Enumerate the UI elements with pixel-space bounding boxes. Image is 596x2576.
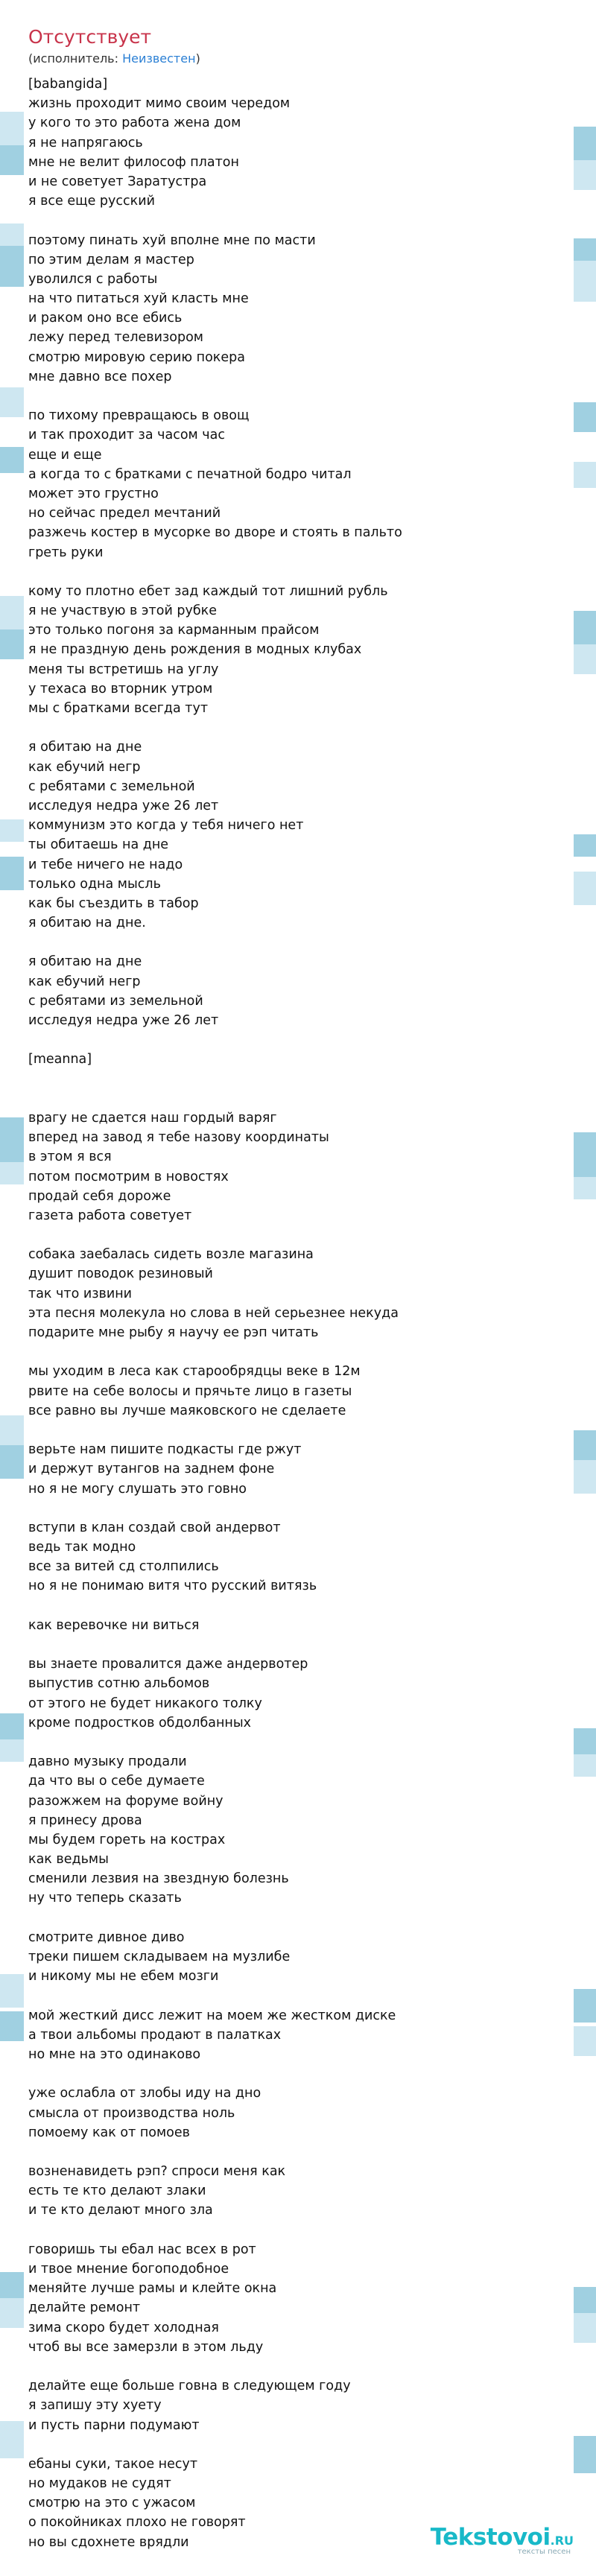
left-stripes — [0, 112, 24, 2458]
stripe — [574, 2313, 596, 2343]
stripe — [0, 857, 24, 890]
lyric-line: вперед на завод я тебе назову координаты — [28, 1130, 329, 1146]
lyric-line: потом посмотрим в новостях — [28, 1169, 229, 1184]
lyric-line: разожжем на форуме войну — [28, 1793, 224, 1809]
stripe — [574, 462, 596, 488]
artist-suffix: ) — [195, 51, 200, 66]
lyrics-text — [28, 74, 565, 2552]
stripe — [0, 596, 24, 629]
stripe — [574, 1989, 596, 2023]
stripe — [574, 1177, 596, 1199]
lyric-line: я запишу эту хуету — [28, 2398, 162, 2414]
lyric-line: смотрю мировую серию покера — [28, 349, 245, 365]
lyric-line: поэтому пинать хуй вполне мне по масти — [28, 232, 316, 248]
logo-tagline: тексты песен — [517, 2548, 571, 2556]
lyric-line: все за витей сд столпились — [28, 1559, 219, 1575]
lyric-line: да что вы о себе думаете — [28, 1774, 205, 1789]
lyric-line: смотрите дивное диво — [28, 1929, 185, 1945]
artist-line — [28, 51, 565, 67]
lyric-line: собака заебалась сидеть возле магазина — [28, 1247, 314, 1263]
lyric-line: помоему как от помоев — [28, 2125, 190, 2140]
blank-line — [28, 1089, 565, 1108]
lyric-line: лежу перед телевизором — [28, 330, 204, 346]
lyric-line: есть те кто делают злаки — [28, 2183, 206, 2199]
lyric-line: сменили лезвия на звездную болезнь — [28, 1871, 289, 1887]
lyric-line: на что питаться хуй класть мне — [28, 291, 249, 307]
lyric-line: продай себя дороже — [28, 1188, 171, 1204]
stripe — [0, 2272, 24, 2298]
blank-line — [28, 718, 565, 737]
stripe — [0, 2298, 24, 2328]
lyric-line: зима скоро будет холодная — [28, 2320, 219, 2335]
lyric-line: с ребятами с земельной — [28, 778, 195, 794]
stripe — [574, 238, 596, 261]
lyric-line: чтоб вы все замерзли в этом льду — [28, 2339, 264, 2355]
lyric-line: я обитаю на дне. — [28, 916, 146, 931]
lyric-line: я принесу дрова — [28, 1812, 142, 1828]
stripe — [0, 1117, 24, 1162]
lyric-line: но сейчас предел мечтаний — [28, 506, 221, 521]
lyric-line: [babangida] — [28, 77, 108, 92]
lyric-line: только одна мысль — [28, 876, 161, 892]
stripe — [0, 112, 24, 145]
lyric-line: душит поводок резиновый — [28, 1266, 213, 1282]
blank-line — [28, 2221, 565, 2240]
stripe — [0, 629, 24, 659]
lyric-line: и не советует Заратустра — [28, 174, 207, 189]
lyric-line: кому то плотно ебет зад каждый тот лишний рубль — [28, 583, 388, 599]
stripe — [0, 819, 24, 842]
blank-line — [28, 1986, 565, 2005]
stripe — [574, 1430, 596, 1460]
lyric-line: говоришь ты ебал нас всех в рот — [28, 2242, 256, 2257]
lyric-line: и твое мнение богоподобное — [28, 2262, 229, 2277]
lyric-line: вступи в клан создай свой андервот — [28, 1520, 281, 1535]
blank-line — [28, 1635, 565, 1655]
lyrics-page — [28, 0, 565, 2552]
blank-line — [28, 1596, 565, 1616]
lyric-line: я не участвую в этой рубке — [28, 603, 217, 619]
lyric-line: может это грустно — [28, 486, 159, 501]
lyric-line: как ведьмы — [28, 1852, 109, 1868]
stripe — [574, 261, 596, 302]
blank-line — [28, 1225, 565, 1245]
lyric-line: [meanna] — [28, 1052, 92, 1067]
lyric-line: врагу не сдается наш гордый варяг — [28, 1110, 277, 1126]
stripe — [0, 223, 24, 246]
stripe — [0, 387, 24, 417]
lyric-line: по этим делам я мастер — [28, 252, 194, 267]
lyric-line: я не напрягаюсь — [28, 135, 143, 150]
logo-tld: .RU — [550, 2534, 574, 2548]
blank-line — [28, 1070, 565, 1089]
lyric-line: смысла от производства ноль — [28, 2105, 235, 2121]
lyric-line: но вы сдохнете врядли — [28, 2534, 189, 2550]
lyric-line: верьте нам пишите подкасты где ржут — [28, 1442, 302, 1458]
lyric-line: но мне на это одинаково — [28, 2046, 201, 2062]
lyric-line: ну что теперь сказать — [28, 1891, 182, 1906]
lyric-line: газета работа советует — [28, 1208, 192, 1223]
lyric-line: а твои альбомы продают в палатках — [28, 2027, 282, 2043]
lyric-line: но я не могу слушать это говно — [28, 1481, 247, 1497]
lyric-line: подарите мне рыбу я научу ее рэп читать — [28, 1325, 319, 1340]
lyric-line: по тихому превращаюсь в овощ — [28, 408, 250, 424]
right-stripes — [574, 127, 596, 2473]
stripe — [0, 1713, 24, 1739]
stripe — [0, 1739, 24, 1762]
lyric-line: уже ослабла от злобы иду на дно — [28, 2086, 261, 2101]
lyric-line: ты обитаешь на дне — [28, 837, 169, 853]
stripe — [0, 145, 24, 175]
lyric-line: и держут вутангов на заднем фоне — [28, 1462, 275, 1477]
lyric-line: мне давно все похер — [28, 369, 172, 384]
stripe — [0, 1162, 24, 1184]
lyric-line: и раком оно все ебись — [28, 311, 183, 326]
lyric-line: мне не велит философ платон — [28, 154, 239, 170]
lyric-line: но я не понимаю витя что русский витязь — [28, 1579, 317, 1594]
lyric-line: о покойниках плохо не говорят — [28, 2515, 246, 2531]
lyric-line: и пусть парни подумают — [28, 2417, 200, 2433]
lyric-line: рвите на себе волосы и прячьте лицо в газеты — [28, 1383, 352, 1399]
blank-line — [28, 211, 565, 230]
lyric-line: делайте ремонт — [28, 2300, 141, 2316]
stripe — [574, 127, 596, 160]
lyric-line: но мудаков не судят — [28, 2476, 171, 2492]
stripe — [574, 2436, 596, 2473]
blank-line — [28, 2357, 565, 2376]
lyric-line: я обитаю на дне — [28, 954, 142, 970]
lyric-line: исследуя недра уже 26 лет — [28, 1013, 219, 1028]
lyric-line: у кого то это работа жена дом — [28, 115, 241, 131]
stripe — [0, 246, 24, 287]
lyric-line: меня ты встретишь на углу — [28, 662, 219, 677]
lyric-line: делайте еще больше говна в следующем году — [28, 2379, 351, 2394]
stripe — [574, 1728, 596, 1754]
lyric-line: как бы съездить в табор — [28, 895, 199, 911]
lyric-line: я обитаю на дне — [28, 740, 142, 755]
stripe — [574, 834, 596, 857]
blank-line — [28, 2064, 565, 2084]
lyric-line: уволился с работы — [28, 271, 158, 287]
stripe — [574, 872, 596, 905]
blank-line — [28, 933, 565, 952]
stripe — [574, 1132, 596, 1177]
lyric-line: как веревочке ни виться — [28, 1617, 200, 1633]
stripe — [0, 447, 24, 473]
lyric-line: мы с братками всегда тут — [28, 701, 209, 716]
stripe — [0, 1974, 24, 2008]
lyric-line: исследуя недра уже 26 лет — [28, 798, 219, 813]
stripe — [574, 611, 596, 644]
lyric-line: в этом я вся — [28, 1149, 112, 1165]
lyric-line: треки пишем складываем на музлибе — [28, 1950, 291, 1964]
stripe — [0, 2421, 24, 2458]
lyric-line: кроме подростков обдолбанных — [28, 1715, 252, 1730]
stripe — [0, 2011, 24, 2041]
lyric-line: меняйте лучше рамы и клейте окна — [28, 2281, 277, 2297]
blank-line — [28, 1342, 565, 1362]
lyric-line: как ебучий негр — [28, 759, 141, 775]
lyric-line: и тебе ничего не надо — [28, 857, 183, 872]
blank-line — [28, 2142, 565, 2162]
blank-line — [28, 1909, 565, 1928]
lyric-line: я не праздную день рождения в модных клубах — [28, 642, 362, 658]
lyric-line: вы знаете провалится даже андервотер — [28, 1657, 308, 1672]
blank-line — [28, 1499, 565, 1518]
lyric-line: с ребятами из земельной — [28, 993, 203, 1009]
lyric-line: и никому мы не ебем мозги — [28, 1969, 219, 1985]
stripe — [574, 2026, 596, 2056]
lyric-line: мы будем гореть на кострах — [28, 1832, 226, 1847]
lyric-line: у техаса во вторник утром — [28, 681, 213, 697]
stripe — [574, 1460, 596, 1494]
lyric-line: ебаны суки, такое несут — [28, 2456, 198, 2472]
stripe — [574, 644, 596, 674]
lyric-line: давно музыку продали — [28, 1754, 187, 1770]
lyric-line: и те кто делают много зла — [28, 2203, 213, 2218]
blank-line — [28, 2435, 565, 2455]
stripe — [0, 1415, 24, 1445]
stripe — [0, 1445, 24, 1479]
lyric-line: греть руки — [28, 545, 104, 560]
logo-name: Tekstovoi — [430, 2524, 551, 2551]
lyric-line: от этого не будет никакого толку — [28, 1695, 262, 1711]
song-title: Отсутствует — [28, 26, 152, 48]
lyric-line: выпустив сотню альбомов — [28, 1676, 210, 1692]
blank-line — [28, 1421, 565, 1440]
lyric-line: возненавидеть рэп? спроси меня как — [28, 2164, 286, 2180]
stripe — [574, 402, 596, 432]
blank-line — [28, 562, 565, 582]
stripe — [574, 160, 596, 190]
lyric-line: эта песня молекула но слова в ней серьезнее некуда — [28, 1305, 399, 1321]
lyric-line: смотрю на это с ужасом — [28, 2496, 196, 2511]
blank-line — [28, 1030, 565, 1050]
lyric-line: все равно вы лучше маяковского не сделаете — [28, 1403, 346, 1418]
lyric-line: еще и еще — [28, 447, 102, 463]
lyric-line: разжечь костер в мусорке во дворе и стоять в пальто — [28, 525, 402, 541]
lyric-line: и так проходит за часом час — [28, 428, 225, 443]
lyric-line: жизнь проходит мимо своим чередом — [28, 96, 291, 112]
blank-line — [28, 387, 565, 406]
lyric-line: мой жесткий дисс лежит на моем же жестком диске — [28, 2008, 396, 2023]
stripe — [574, 2287, 596, 2313]
lyric-line: мы уходим в леса как старообрядцы веке в 12м — [28, 1364, 361, 1380]
blank-line — [28, 1733, 565, 1752]
lyric-line: ведь так модно — [28, 1540, 136, 1555]
lyric-line: коммунизм это когда у тебя ничего нет — [28, 818, 304, 834]
lyric-line: это только погоня за карманным прайсом — [28, 623, 320, 638]
lyric-line: как ебучий негр — [28, 974, 141, 989]
lyric-line: так что извини — [28, 1286, 133, 1301]
artist-link[interactable]: Неизвестен — [122, 51, 196, 66]
artist-prefix: (исполнитель: — [28, 51, 123, 66]
stripe — [574, 1754, 596, 1777]
site-logo[interactable] — [431, 2524, 574, 2556]
lyric-line: я все еще русский — [28, 194, 155, 209]
lyric-line: а когда то с братками с печатной бодро читал — [28, 466, 352, 482]
